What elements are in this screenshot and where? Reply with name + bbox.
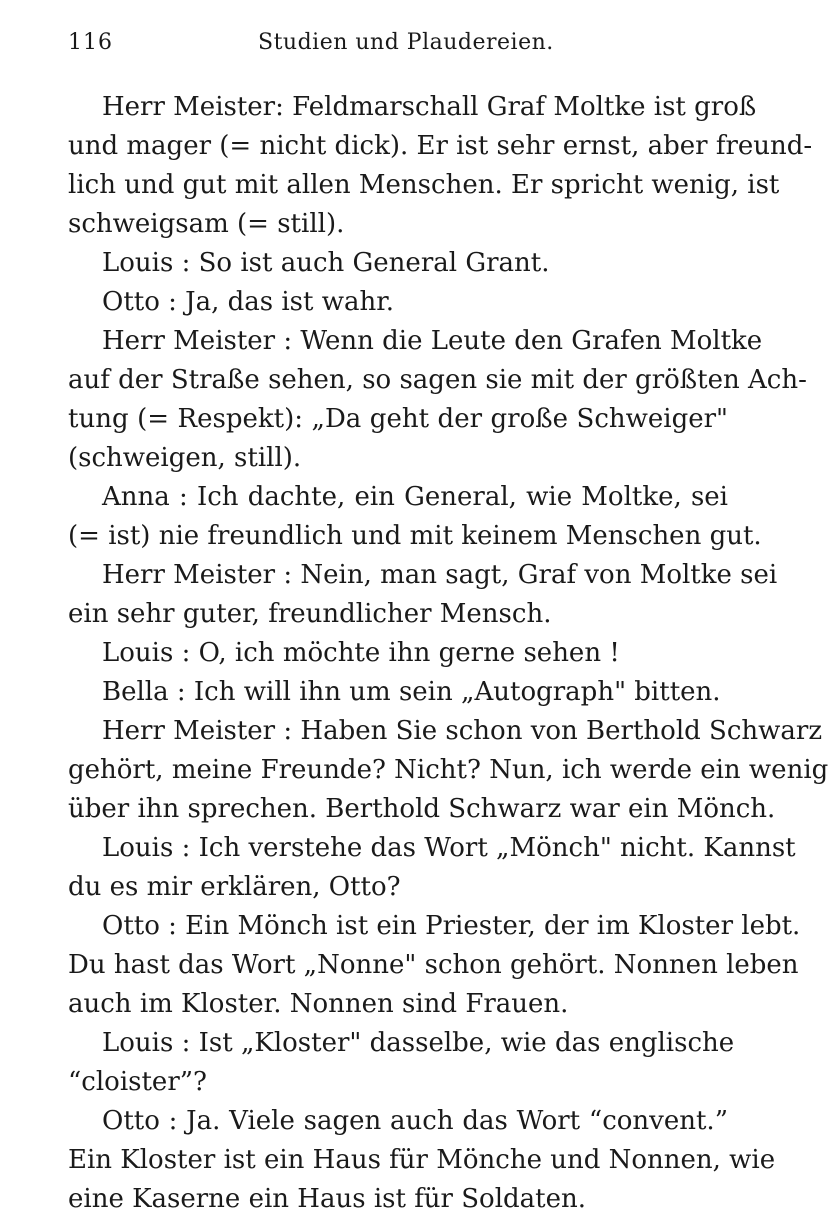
text-line: Otto : Ja, das ist wahr. (102, 287, 395, 317)
text-line: Louis : Ist „Kloster" dasselbe, wie das englische (102, 1028, 735, 1058)
text-line: Louis : Ich verstehe das Wort „Mönch" nicht. Kannst (102, 833, 796, 863)
text-line: Ein Kloster ist ein Haus für Mönche und Nonnen, wie (68, 1145, 776, 1175)
text-line: Herr Meister : Wenn die Leute den Grafen Moltke (102, 326, 763, 356)
text-line: ein sehr guter, freundlicher Mensch. (68, 599, 552, 629)
text-line: eine Kaserne ein Haus ist für Soldaten. (68, 1184, 587, 1214)
text-line: Louis : O, ich möchte ihn gerne sehen ! (102, 638, 620, 668)
page-number: 116 (68, 30, 113, 55)
page-header (68, 30, 728, 68)
text-line: Herr Meister: Feldmarschall Graf Moltke ist groß (102, 92, 757, 122)
text-line: schweigsam (= still). (68, 209, 345, 239)
text-line: Otto : Ein Mönch ist ein Priester, der im Kloster lebt. (102, 911, 801, 941)
page-body-text (68, 88, 828, 1219)
text-line: Bella : Ich will ihn um sein „Autograph" bitten. (102, 677, 721, 707)
text-line: tung (= Respekt): „Da geht der große Schweiger" (68, 404, 728, 434)
text-line: Louis : So ist auch General Grant. (102, 248, 550, 278)
text-line: Otto : Ja. Viele sagen auch das Wort “convent.” (102, 1106, 728, 1136)
text-line: “cloister”? (68, 1067, 207, 1097)
text-line: auf der Straße sehen, so sagen sie mit der größten Ach- (68, 365, 807, 395)
text-line: du es mir erklären, Otto? (68, 872, 401, 902)
book-page (68, 30, 828, 1219)
text-line: Du hast das Wort „Nonne" schon gehört. Nonnen leben (68, 950, 799, 980)
text-line: Anna : Ich dachte, ein General, wie Moltke, sei (102, 482, 728, 512)
text-line: (schweigen, still). (68, 443, 302, 473)
text-line: gehört, meine Freunde? Nicht? Nun, ich werde ein wenig (68, 755, 828, 785)
text-line: auch im Kloster. Nonnen sind Frauen. (68, 989, 569, 1019)
text-line: (= ist) nie freundlich und mit keinem Menschen gut. (68, 521, 762, 551)
text-line: über ihn sprechen. Berthold Schwarz war ein Mönch. (68, 794, 776, 824)
running-title: Studien und Plaudereien. (258, 30, 554, 55)
text-line: lich und gut mit allen Menschen. Er spricht wenig, ist (68, 170, 780, 200)
text-line: Herr Meister : Nein, man sagt, Graf von Moltke sei (102, 560, 778, 590)
text-line: Herr Meister : Haben Sie schon von Berthold Schwarz (102, 716, 823, 746)
text-line: und mager (= nicht dick). Er ist sehr ernst, aber freund- (68, 131, 813, 161)
